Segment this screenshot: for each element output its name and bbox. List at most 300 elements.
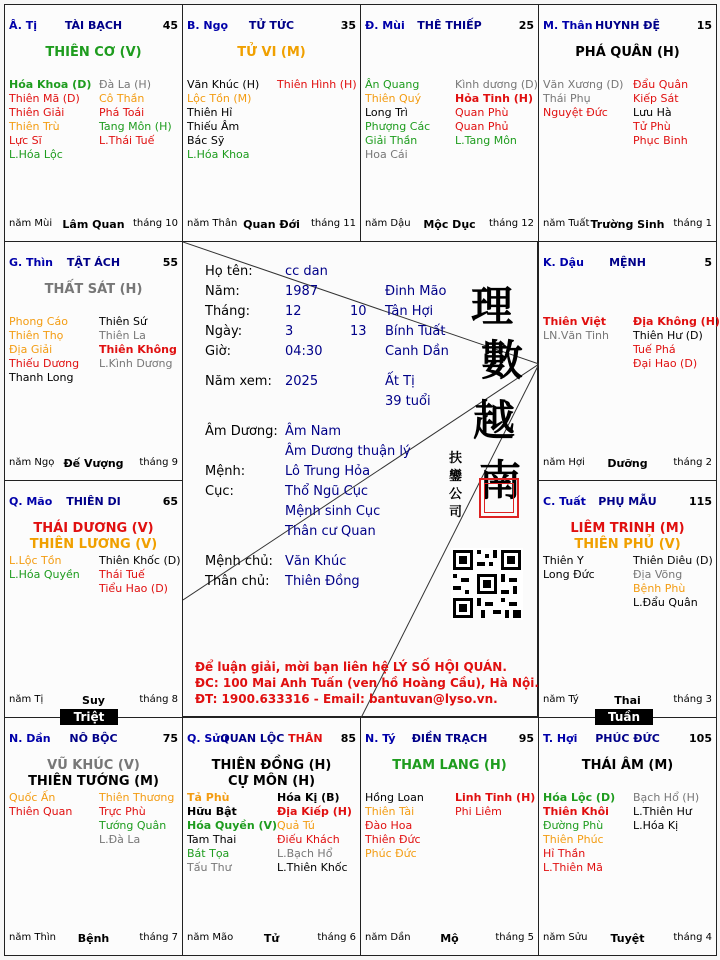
- small-limit-year: năm Dậu: [365, 218, 411, 229]
- star-item: Thanh Long: [9, 371, 74, 384]
- star-item: Thiên Mã (D): [9, 92, 80, 105]
- main-stars: [5, 758, 182, 790]
- day-label: Ngày:: [205, 324, 243, 339]
- main-stars: [5, 521, 182, 553]
- main-star: TỬ VI (M): [237, 45, 306, 60]
- star-item: Thiên Tài: [365, 805, 415, 818]
- small-limit-year: năm Thìn: [9, 932, 56, 943]
- star-item: Thiên Đức: [365, 833, 421, 846]
- star-item: Thiên Giải: [9, 106, 65, 119]
- small-limit-year: năm Tị: [9, 694, 44, 705]
- palace-name: ĐIỀN TRẠCH: [411, 732, 488, 745]
- view-year-value: 2025: [285, 374, 319, 389]
- star-item: Địa Không (H): [633, 315, 720, 328]
- decade-number: 25: [518, 19, 534, 32]
- palace-header: [9, 19, 178, 33]
- main-stars: [361, 758, 538, 774]
- good-stars-column: [187, 791, 278, 875]
- star-item: L.Đà La: [99, 833, 141, 846]
- star-item: Long Đức: [543, 568, 595, 581]
- palace-name: NÔ BỘC: [69, 732, 118, 745]
- small-limit-year: năm Mão: [187, 932, 234, 943]
- star-item: Điếu Khách: [277, 833, 340, 846]
- main-star: THẤT SÁT (H): [44, 282, 143, 297]
- main-stars: [539, 521, 716, 553]
- star-item: Tử Phù: [633, 120, 671, 133]
- palace-footer: [543, 218, 712, 232]
- month-solar: 12: [285, 304, 302, 319]
- star-item: Địa Giải: [9, 343, 53, 356]
- star-item: Bạch Hổ (H): [633, 791, 700, 804]
- contact-line-1: Để luận giải, mời bạn liên hệ LÝ SỐ HỘI QUÁN.: [195, 660, 507, 674]
- star-item: Thiên Thọ: [9, 329, 64, 342]
- small-limit-year: năm Dần: [365, 932, 411, 943]
- palace-cell: [538, 717, 717, 956]
- decade-number: 75: [162, 732, 178, 745]
- star-item: Kiếp Sát: [633, 92, 679, 105]
- palace-cell: [538, 241, 720, 481]
- bad-stars-column: [633, 78, 719, 148]
- life-stage: Mộ: [440, 932, 459, 945]
- star-item: L.Thái Tuế: [99, 134, 155, 147]
- star-item: Quả Tú: [277, 819, 315, 832]
- lunar-month: tháng 9: [139, 457, 178, 468]
- menh-label: Mệnh:: [205, 464, 246, 479]
- star-item: Đường Phù: [543, 819, 604, 832]
- lunar-month: tháng 1: [673, 218, 712, 229]
- star-item: Đại Hao (D): [633, 357, 698, 370]
- star-item: Giải Thần: [365, 134, 418, 147]
- star-item: Linh Tinh (H): [455, 791, 536, 804]
- palace-footer: [9, 218, 178, 232]
- star-item: Trực Phù: [99, 805, 146, 818]
- bad-stars-column: [277, 791, 363, 875]
- cuc-relation: Mệnh sinh Cục: [285, 504, 381, 519]
- lunar-month: tháng 8: [139, 694, 178, 705]
- main-stars: [183, 45, 360, 61]
- palace-cell: [538, 4, 717, 242]
- star-item: Thiên Y: [543, 554, 584, 567]
- palace-header: [9, 256, 178, 270]
- star-item: Bát Tọa: [187, 847, 230, 860]
- star-item: Thiên Quan: [9, 805, 73, 818]
- life-stage: Trường Sinh: [590, 218, 665, 231]
- year-can: Đinh Mão: [385, 284, 447, 299]
- main-star: THIÊN CƠ (V): [45, 45, 142, 60]
- palace-name: PHỤ MẪU: [598, 495, 657, 508]
- star-item: L.Hóa Lộc: [9, 148, 63, 161]
- life-stage: Thai: [614, 694, 641, 707]
- star-item: L.Lộc Tồn: [9, 554, 62, 567]
- branch-label: Q. Sửu: [187, 732, 228, 745]
- star-item: LN.Văn Tinh: [543, 329, 609, 342]
- decade-number: 5: [704, 256, 712, 269]
- star-item: Thiên Sứ: [99, 315, 147, 328]
- hour-can: Canh Dần: [385, 344, 449, 359]
- palace-header: [187, 19, 356, 33]
- star-item: Tướng Quân: [99, 819, 167, 832]
- main-star: THIÊN ĐỒNG (H): [211, 758, 332, 773]
- branch-label: T. Hợi: [543, 732, 578, 745]
- star-item: L.Hóa Kị: [633, 819, 679, 832]
- lunar-month: tháng 12: [489, 218, 534, 229]
- life-stage: Tử: [263, 932, 280, 945]
- star-item: Thiên Hình (H): [277, 78, 357, 91]
- palace-name: MỆNH: [609, 256, 646, 269]
- star-item: Kình dương (D): [455, 78, 538, 91]
- decade-number: 105: [689, 732, 712, 745]
- year-value: 1987: [285, 284, 319, 299]
- cuc-label: Cục:: [205, 484, 234, 499]
- star-item: Thiên Diêu (D): [633, 554, 713, 567]
- palace-footer: [187, 218, 356, 232]
- star-item: Long Trì: [365, 106, 408, 119]
- star-item: Thiên Hư (D): [633, 329, 703, 342]
- star-item: L.Hóa Quyền: [9, 568, 80, 581]
- palace-name: PHÚC ĐỨC: [595, 732, 660, 745]
- palace-name: TÀI BẠCH: [64, 19, 123, 32]
- lunar-month: tháng 2: [673, 457, 712, 468]
- than-marker: THÂN: [288, 732, 323, 745]
- bad-stars-column: [277, 78, 363, 92]
- day-solar: 3: [285, 324, 294, 339]
- main-star: THAM LANG (H): [392, 758, 507, 773]
- palace-cell: [360, 717, 539, 956]
- life-stage: Mộc Dục: [423, 218, 476, 231]
- bad-stars-column: [455, 78, 541, 148]
- good-stars-column: [187, 78, 273, 162]
- bad-stars-column: [99, 315, 185, 371]
- main-stars: [183, 758, 360, 790]
- palace-name: TẬT ÁCH: [66, 256, 121, 269]
- star-item: Phá Toái: [99, 106, 145, 119]
- name-value: cc dan: [285, 264, 328, 279]
- bad-stars-column: [99, 554, 185, 596]
- branch-label: Đ. Mùi: [365, 19, 405, 32]
- star-item: Thái Phụ: [543, 92, 591, 105]
- star-item: Hồng Loan: [365, 791, 424, 804]
- good-stars-column: [543, 315, 629, 343]
- palace-header: [365, 732, 534, 746]
- small-limit-year: năm Mùi: [9, 218, 53, 229]
- good-stars-column: [365, 78, 451, 162]
- star-item: Tuế Phá: [633, 343, 676, 356]
- palace-name: TỬ TỨC: [248, 19, 295, 32]
- branch-label: Â. Tị: [9, 19, 37, 32]
- main-stars: [5, 45, 182, 61]
- star-item: Thiên La: [99, 329, 146, 342]
- month-lunar: 10: [350, 304, 367, 319]
- palace-footer: [543, 694, 712, 708]
- branch-label: B. Ngọ: [187, 19, 229, 32]
- small-limit-year: năm Ngọ: [9, 457, 55, 468]
- amduong-relation: Âm Dương thuận lý: [285, 444, 411, 459]
- star-item: Thiên Thương: [99, 791, 175, 804]
- month-label: Tháng:: [205, 304, 251, 319]
- tuan-badge: Tuần: [595, 709, 653, 725]
- star-item: Đà La (H): [99, 78, 151, 91]
- hour-label: Giờ:: [205, 344, 232, 359]
- star-item: L.Kình Dương: [99, 357, 173, 370]
- star-item: Phục Binh: [633, 134, 688, 147]
- palace-cell: [4, 241, 183, 481]
- star-item: Thiên Trù: [9, 120, 60, 133]
- lunar-month: tháng 4: [673, 932, 712, 943]
- star-item: Địa Võng: [633, 568, 683, 581]
- triet-badge: Triệt: [60, 709, 118, 725]
- star-item: Thiên Quý: [365, 92, 422, 105]
- palace-footer: [9, 457, 178, 471]
- life-stage: Bệnh: [77, 932, 110, 945]
- bad-stars-column: [633, 791, 719, 833]
- palace-name: THÊ THIẾP: [417, 19, 482, 32]
- star-item: Thiếu Dương: [9, 357, 80, 370]
- age-value: 39 tuổi: [385, 394, 431, 409]
- star-item: L.Tang Môn: [455, 134, 517, 147]
- main-star: PHÁ QUÂN (H): [575, 45, 680, 60]
- qr-code-icon[interactable]: [451, 548, 523, 620]
- small-limit-year: năm Thân: [187, 218, 238, 229]
- menh-value: Lô Trung Hỏa: [285, 464, 371, 479]
- lunar-month: tháng 3: [673, 694, 712, 705]
- logo-char-4: 南: [479, 456, 522, 505]
- bad-stars-column: [99, 78, 185, 148]
- menhchu-value: Văn Khúc: [285, 554, 347, 569]
- star-item: Quan Phù: [455, 106, 509, 119]
- palace-header: [9, 495, 178, 509]
- star-item: Thái Tuế: [99, 568, 145, 581]
- than-position: Thân cư Quan: [285, 524, 376, 539]
- palace-footer: [187, 932, 356, 946]
- bad-stars-column: [99, 791, 185, 847]
- day-can: Bính Tuất: [385, 324, 446, 339]
- small-limit-year: năm Sửu: [543, 932, 588, 943]
- lunar-month: tháng 10: [133, 218, 178, 229]
- good-stars-column: [9, 791, 95, 819]
- star-item: Đào Hoa: [365, 819, 413, 832]
- star-item: Hóa Quyền (V): [187, 819, 278, 832]
- logo-small-text: 扶 鑾 公 司: [449, 451, 463, 520]
- star-item: Thiên Phúc: [543, 833, 604, 846]
- star-item: L.Hóa Khoa: [187, 148, 250, 161]
- thanchu-value: Thiên Đồng: [285, 574, 360, 589]
- good-stars-column: [543, 78, 629, 120]
- star-item: Hoa Cái: [365, 148, 408, 161]
- star-item: Thiên Khốc (D): [99, 554, 181, 567]
- star-item: Phong Cáo: [9, 315, 68, 328]
- palace-footer: [365, 932, 534, 946]
- star-item: Bác Sỹ: [187, 134, 225, 147]
- logo-char-2: 數: [481, 336, 524, 385]
- palace-footer: [9, 932, 178, 946]
- day-lunar: 13: [350, 324, 367, 339]
- star-item: Thiên Việt: [543, 315, 607, 328]
- lunar-month: tháng 6: [317, 932, 356, 943]
- hour-value: 04:30: [285, 344, 323, 359]
- star-item: Lưu Hà: [633, 106, 672, 119]
- year-label: Năm:: [205, 284, 240, 299]
- branch-label: M. Thân: [543, 19, 593, 32]
- good-stars-column: [9, 554, 95, 582]
- star-item: Địa Kiếp (H): [277, 805, 352, 818]
- life-stage: Suy: [82, 694, 105, 707]
- star-item: Văn Khúc (H): [187, 78, 260, 91]
- thanchu-label: Thân chủ:: [205, 574, 270, 589]
- star-item: Đẩu Quân: [633, 78, 689, 91]
- star-item: Tang Môn (H): [99, 120, 172, 133]
- star-item: Tấu Thư: [187, 861, 232, 874]
- branch-label: G. Thìn: [9, 256, 53, 269]
- decade-number: 35: [340, 19, 356, 32]
- star-item: Phúc Đức: [365, 847, 417, 860]
- amduong-label: Âm Dương:: [205, 424, 278, 439]
- star-item: Cô Thần: [99, 92, 145, 105]
- palace-header: [365, 19, 534, 33]
- palace-name: QUAN LỘC THÂN: [220, 732, 323, 745]
- contact-address: ĐC: 100 Mai Anh Tuấn (ven hồ Hoàng Cầu), Hà Nội.: [195, 676, 539, 690]
- star-item: Hỉ Thần: [543, 847, 586, 860]
- star-item: Tam Thai: [187, 833, 237, 846]
- good-stars-column: [9, 315, 95, 385]
- branch-label: N. Tý: [365, 732, 396, 745]
- palace-header: [9, 732, 178, 746]
- palace-header: [543, 19, 712, 33]
- star-item: Thiên Không: [99, 343, 177, 356]
- center-info-panel: [182, 241, 538, 717]
- good-stars-column: [9, 78, 95, 162]
- main-stars: [539, 758, 716, 774]
- star-item: Hóa Khoa (D): [9, 78, 92, 91]
- star-item: Tiểu Hao (D): [99, 582, 168, 595]
- star-item: Phượng Các: [365, 120, 431, 133]
- palace-footer: [9, 694, 178, 708]
- decade-number: 115: [689, 495, 712, 508]
- life-stage: Lâm Quan: [62, 218, 125, 231]
- palace-footer: [543, 932, 712, 946]
- logo-char-3: 越: [473, 396, 516, 445]
- life-stage: Tuyệt: [610, 932, 645, 945]
- palace-header: [543, 495, 712, 509]
- bad-stars-column: [633, 315, 719, 371]
- main-stars: [5, 282, 182, 298]
- star-item: Hóa Kị (B): [277, 791, 340, 804]
- star-item: Quốc Ấn: [9, 791, 56, 804]
- main-star: VŨ KHÚC (V): [47, 758, 140, 773]
- star-item: Hỏa Tinh (H): [455, 92, 534, 105]
- palace-header: [187, 732, 356, 746]
- star-item: Quan Phủ: [455, 120, 509, 133]
- star-item: Bệnh Phù: [633, 582, 686, 595]
- main-star: LIÊM TRINH (M): [570, 521, 685, 536]
- main-star: THÁI DƯƠNG (V): [33, 521, 154, 536]
- small-limit-year: năm Tý: [543, 694, 579, 705]
- star-item: Thiên Hỉ: [187, 106, 233, 119]
- good-stars-column: [543, 791, 629, 875]
- name-label: Họ tên:: [205, 264, 253, 279]
- main-stars: [539, 45, 716, 61]
- star-item: Nguyệt Đức: [543, 106, 608, 119]
- decade-number: 85: [340, 732, 356, 745]
- palace-cell: [4, 480, 183, 718]
- branch-label: Q. Mão: [9, 495, 53, 508]
- bad-stars-column: [455, 791, 541, 819]
- palace-cell: [538, 480, 717, 718]
- small-limit-year: năm Tuất: [543, 218, 590, 229]
- life-stage: Dưỡng: [607, 457, 648, 470]
- palace-cell: [182, 4, 361, 242]
- life-stage: Đế Vượng: [63, 457, 124, 470]
- palace-name: THIÊN DI: [66, 495, 121, 508]
- star-item: Thiên Khôi: [543, 805, 609, 818]
- star-item: L.Thiên Khốc: [277, 861, 348, 874]
- palace-cell: [360, 4, 539, 242]
- star-item: Văn Xương (D): [543, 78, 624, 91]
- view-year-label: Năm xem:: [205, 374, 272, 389]
- month-can: Tân Hợi: [385, 304, 434, 319]
- palace-header: [543, 732, 712, 746]
- small-limit-year: năm Hợi: [543, 457, 585, 468]
- lunar-month: tháng 7: [139, 932, 178, 943]
- star-item: L.Đẩu Quân: [633, 596, 698, 609]
- palace-cell: [4, 4, 183, 242]
- star-item: Thiếu Âm: [187, 120, 240, 133]
- star-item: L.Thiên Mã: [543, 861, 603, 874]
- decade-number: 65: [162, 495, 178, 508]
- palace-header: [543, 256, 712, 270]
- star-item: L.Thiên Hư: [633, 805, 692, 818]
- star-item: Lực Sĩ: [9, 134, 42, 147]
- seal-stamp-icon: [479, 478, 519, 518]
- contact-phone-email[interactable]: ĐT: 1900.633316 - Email: bantuvan@lyso.vn.: [195, 692, 498, 706]
- palace-cell: [182, 717, 361, 956]
- lunar-month: tháng 5: [495, 932, 534, 943]
- palace-footer: [365, 218, 534, 232]
- branch-label: K. Dậu: [543, 256, 584, 269]
- good-stars-column: [365, 791, 451, 861]
- star-item: Hóa Lộc (D): [543, 791, 616, 804]
- amduong-value: Âm Nam: [285, 424, 342, 439]
- star-item: L.Bạch Hổ: [277, 847, 333, 860]
- good-stars-column: [543, 554, 629, 582]
- view-year-can: Ất Tị: [385, 374, 415, 389]
- decade-number: 45: [162, 19, 178, 32]
- main-star: THIÊN LƯƠNG (V): [29, 537, 158, 552]
- branch-label: N. Dần: [9, 732, 51, 745]
- star-item: Hữu Bật: [187, 805, 237, 818]
- palace-cell: [4, 717, 183, 956]
- cuc-value: Thổ Ngũ Cục: [285, 484, 369, 499]
- decade-number: 95: [518, 732, 534, 745]
- star-item: Lộc Tồn (M): [187, 92, 252, 105]
- life-stage: Quan Đới: [243, 218, 300, 231]
- star-item: Phi Liêm: [455, 805, 502, 818]
- star-item: Tả Phù: [187, 791, 230, 804]
- main-star: THIÊN PHỦ (V): [574, 537, 681, 552]
- palace-footer: [543, 457, 712, 471]
- decade-number: 55: [162, 256, 178, 269]
- bad-stars-column: [633, 554, 719, 610]
- menhchu-label: Mệnh chủ:: [205, 554, 273, 569]
- lunar-month: tháng 11: [311, 218, 356, 229]
- decade-number: 15: [696, 19, 712, 32]
- main-star: CỰ MÔN (H): [227, 774, 316, 789]
- palace-name: HUYNH ĐỆ: [594, 19, 661, 32]
- logo-char-1: 理: [471, 282, 514, 331]
- star-item: Ân Quang: [365, 78, 420, 91]
- branch-label: C. Tuất: [543, 495, 586, 508]
- main-star: THÁI ÂM (M): [581, 758, 674, 773]
- main-star: THIÊN TƯỚNG (M): [28, 774, 159, 789]
